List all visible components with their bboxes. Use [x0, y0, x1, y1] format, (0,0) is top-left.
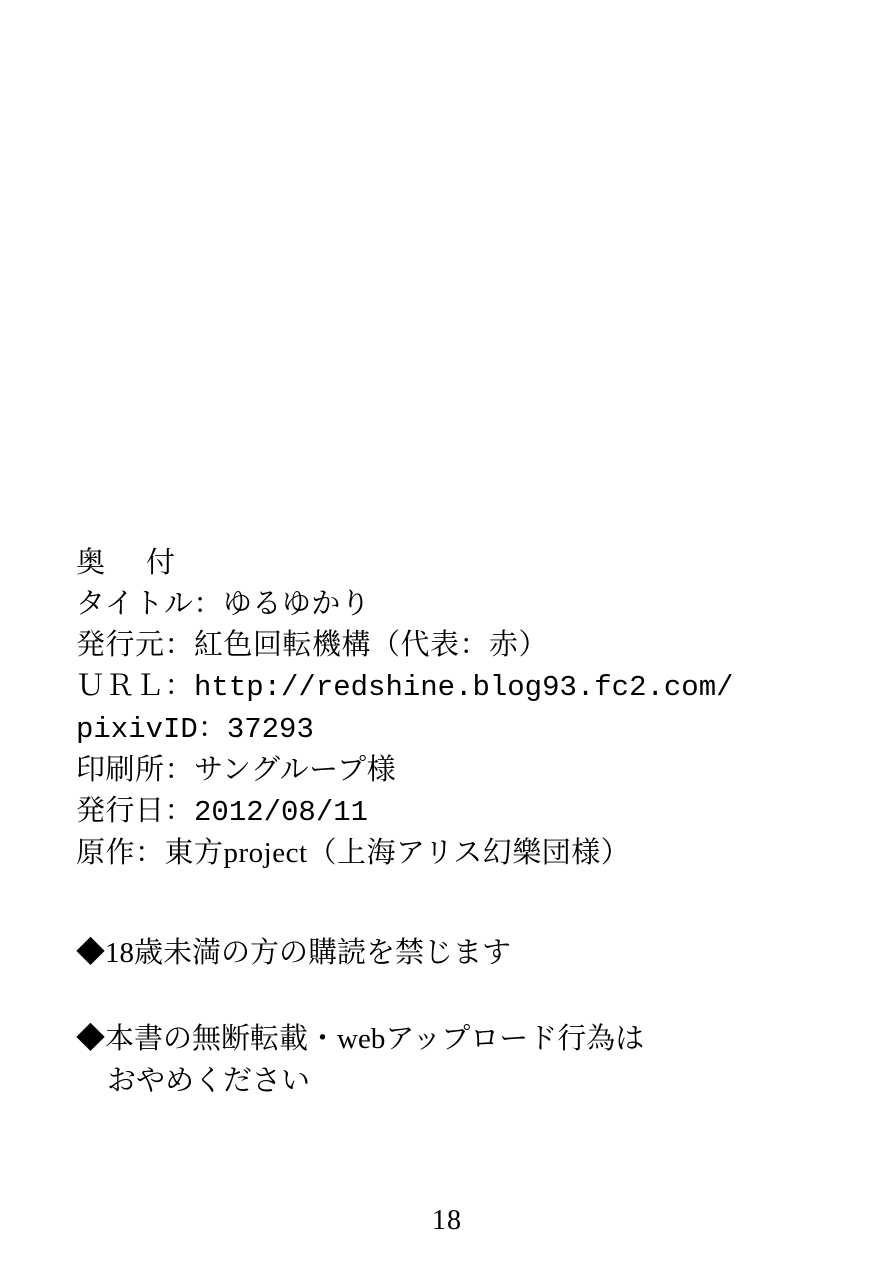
colophon-line-pixiv: [76, 708, 836, 750]
colophon-pixiv-value: 37293: [226, 713, 314, 746]
notice-no-reupload-label-2: おやめください: [107, 1065, 311, 1097]
colophon-url-value: http://redshine.blog93.fc2.com/: [194, 671, 734, 704]
colophon-line-publisher: 発行元：紅色回転機構（代表：赤）: [76, 629, 549, 661]
colophon-line-url: [76, 666, 836, 708]
notice-no-reupload: [76, 1018, 856, 1102]
notice-no-reupload-label: 本書の無断転載・webアップロード行為は: [105, 1023, 645, 1055]
page-number: 18: [432, 1205, 462, 1236]
colophon-line-title: タイトル：ゆるゆかり: [76, 588, 371, 620]
colophon-date-label: 発行日：: [76, 795, 195, 827]
notice-age-restriction-text: [76, 932, 856, 974]
colophon-line-original: 原作：東方project（上海アリス幻樂団様）: [76, 837, 631, 869]
colophon-date-value: 2012/08/11: [194, 796, 369, 829]
colophon-pixiv-label: pixivID：: [76, 713, 227, 746]
colophon-line-date: [76, 791, 836, 833]
colophon-heading: 奥 付: [76, 547, 182, 579]
colophon-line-printer: 印刷所：サングループ様: [76, 754, 397, 786]
colophon-url-label: ＵＲＬ：: [76, 670, 195, 702]
diamond-marker-icon: ◆: [76, 1023, 106, 1055]
notice-no-reupload-text: [76, 1018, 856, 1060]
notice-age-restriction-label: 18歳未満の方の購読を禁じます: [105, 937, 512, 969]
notice-age-restriction: [76, 932, 856, 974]
colophon-block: [76, 543, 836, 874]
diamond-marker-icon: ◆: [76, 937, 106, 969]
